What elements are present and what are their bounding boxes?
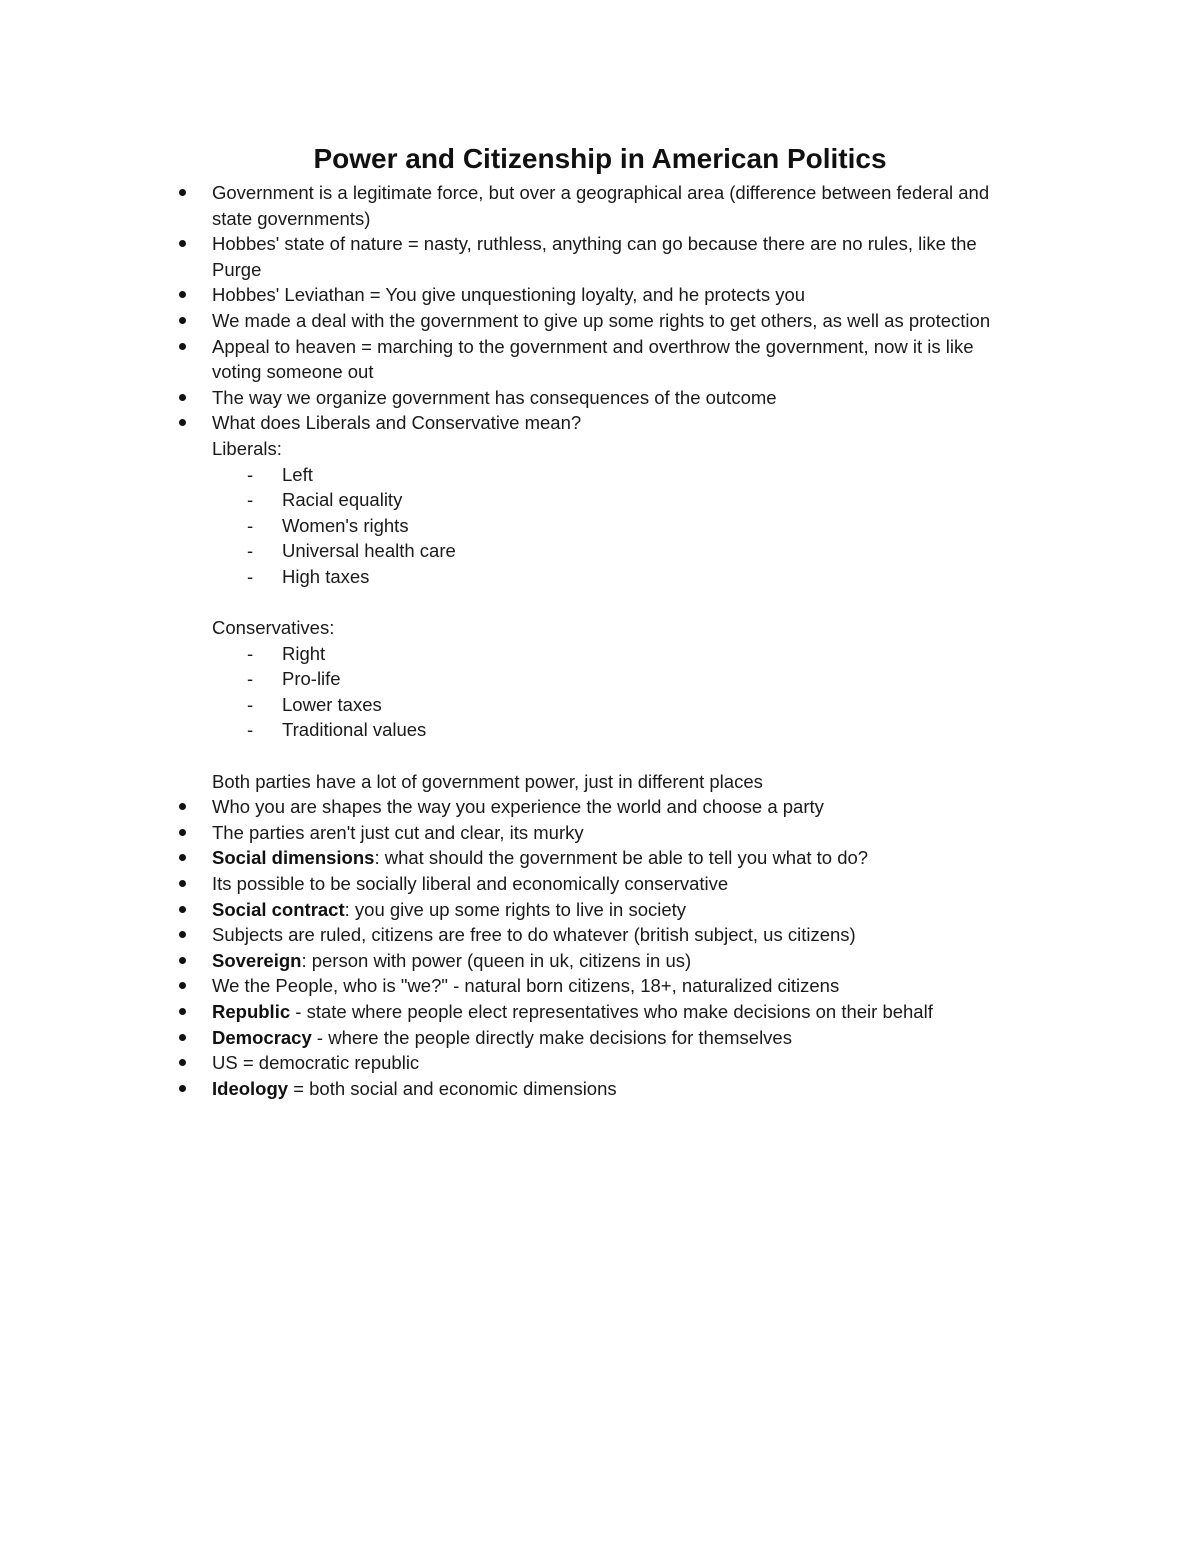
conservatives-item: - Right (212, 641, 1052, 667)
list-item: The way we organize government has consequences of the outcome (212, 385, 1052, 411)
list-item-continuation: voting someone out (212, 361, 374, 383)
list-item: We the People, who is "we?" - natural born citizens, 18+, naturalized citizens (212, 973, 1052, 999)
conservatives-item: - Traditional values (212, 717, 1052, 743)
blank-line (212, 590, 1052, 616)
liberals-item: - High taxes (212, 564, 1052, 590)
list-item-continuation: Purge (212, 258, 262, 280)
dash-marker: - (247, 463, 254, 485)
liberals-item: - Racial equality (212, 487, 1052, 513)
dash-marker: - (247, 540, 254, 562)
dash-marker: - (247, 489, 254, 511)
list-item: Who you are shapes the way you experience the world and choose a party (212, 794, 1052, 820)
liberals-item: - Women's rights (212, 513, 1052, 539)
list-item: US = democratic republic (212, 1050, 1052, 1076)
list-item: The parties aren't just cut and clear, its murky (212, 820, 1052, 846)
conservatives-heading: Conservatives: (212, 617, 335, 639)
list-item: Ideology = both social and economic dimensions (212, 1076, 1052, 1102)
dash-marker: - (247, 642, 254, 664)
term: Republic (212, 1001, 291, 1022)
term: Sovereign (212, 949, 302, 971)
list-item: Appeal to heaven = marching to the government and overthrow the government, now it is like (212, 334, 1052, 360)
list-item: Its possible to be socially liberal and economically conservative (212, 871, 1052, 897)
term: Democracy (212, 1026, 312, 1048)
dash-marker: - (247, 668, 254, 690)
liberals-heading: Liberals: (212, 437, 282, 459)
dash-marker: - (247, 693, 254, 715)
blank-line (212, 743, 1052, 769)
page-title: Power and Citizenship in American Politics (313, 143, 887, 174)
list-item: Republic - state where people elect representatives who make decisions on their behalf (212, 999, 1052, 1025)
dash-marker: - (247, 514, 254, 536)
notes-body (212, 180, 1052, 1101)
list-item: Hobbes' state of nature = nasty, ruthless, anything can go because there are no rules, like the (212, 231, 1052, 257)
list-item-continuation: state governments) (212, 207, 371, 229)
list-item: Social contract: you give up some rights to live in society (212, 897, 1052, 923)
list-item: Social dimensions: what should the government be able to tell you what to do? (212, 845, 1052, 871)
list-item: Subjects are ruled, citizens are free to do whatever (british subject, us citizens) (212, 922, 1052, 948)
liberals-item: - Universal health care (212, 538, 1052, 564)
term: Social contract (212, 898, 345, 920)
list-item: Sovereign: person with power (queen in uk, citizens in us) (212, 948, 1052, 974)
list-item: What does Liberals and Conservative mean? (212, 410, 1052, 436)
term: Social dimensions (212, 847, 375, 869)
conservatives-item: - Pro-life (212, 666, 1052, 692)
list-item: We made a deal with the government to give up some rights to get others, as well as protection (212, 308, 1052, 334)
dash-marker: - (247, 719, 254, 741)
liberals-item: - Left (212, 462, 1052, 488)
term: Ideology (212, 1077, 289, 1099)
dash-marker: - (247, 565, 254, 587)
conservatives-item: - Lower taxes (212, 692, 1052, 718)
list-item: Government is a legitimate force, but over a geographical area (difference between federal and (212, 180, 1052, 206)
list-item: Democracy - where the people directly make decisions for themselves (212, 1025, 1052, 1051)
both-parties-note: Both parties have a lot of government power, just in different places (212, 770, 763, 792)
list-item: Hobbes' Leviathan = You give unquestioning loyalty, and he protects you (212, 282, 1052, 308)
